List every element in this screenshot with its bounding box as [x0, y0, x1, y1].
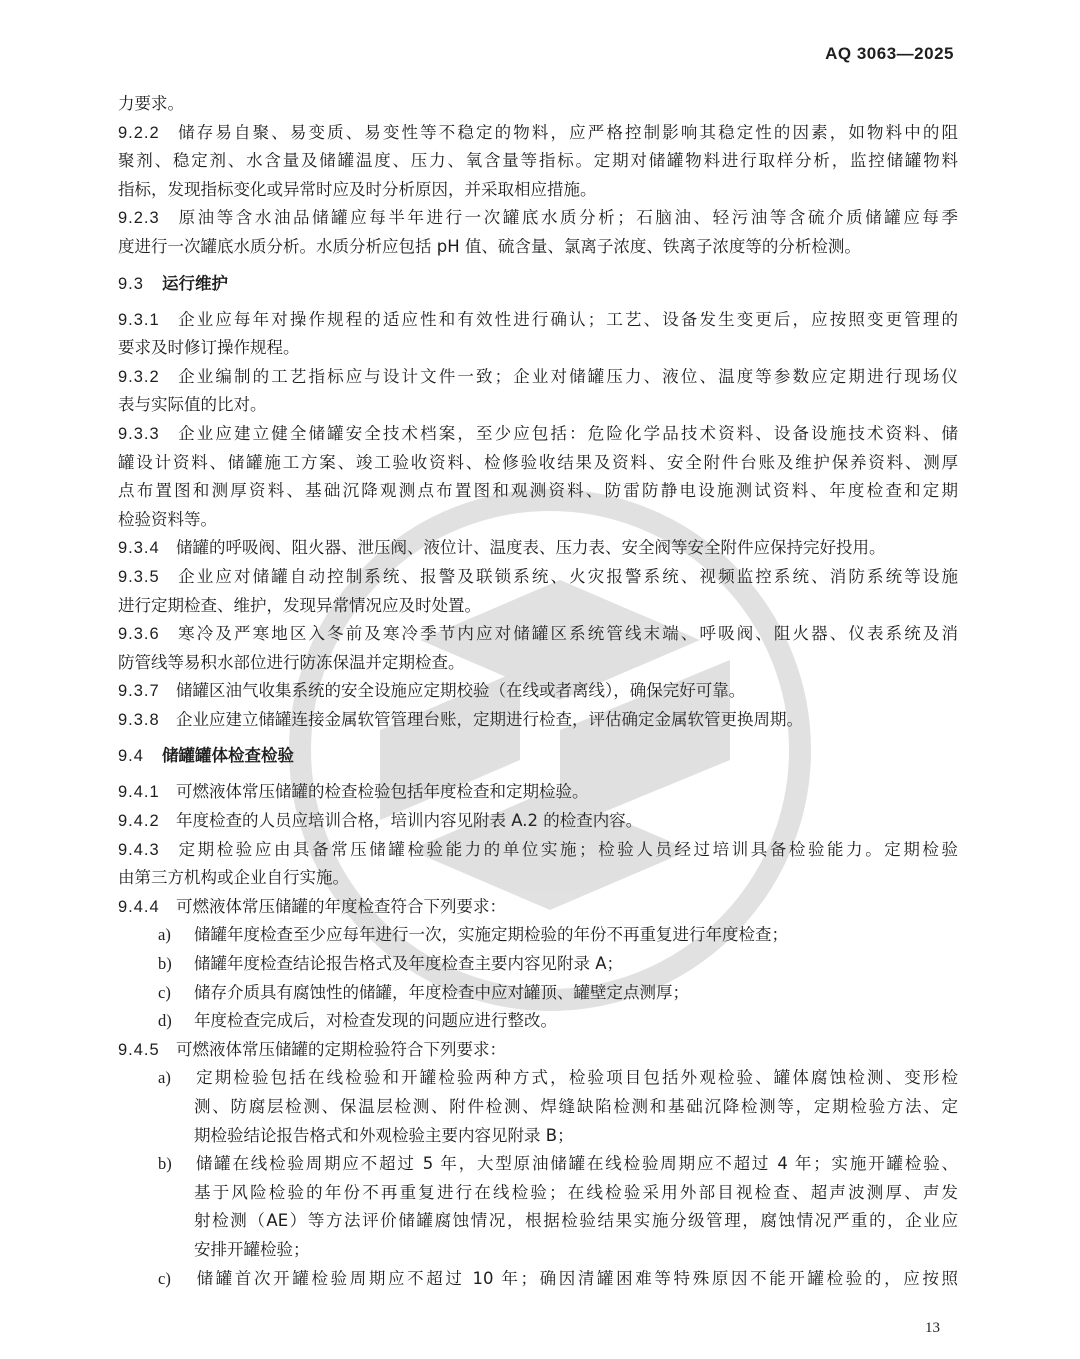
line-text: 可燃液体常压储罐的定期检验符合下列要求： [176, 1039, 506, 1059]
line-text: 定期检验应由具备常压储罐检验能力的单位实施；检验人员经过培训具备检验能力。定期检验 [176, 839, 958, 859]
text-line [118, 620, 958, 649]
line-text: 年度检查完成后，对检查发现的问题应进行整改。 [194, 1011, 557, 1031]
list-item-continuation [118, 1179, 958, 1208]
line-text: 企业应建立健全储罐安全技术档案，至少应包括：危险化学品技术资料、设备设施技术资料、储 [176, 423, 958, 443]
line-text: 原油等含水油品储罐应每半年进行一次罐底水质分析；石脑油、轻污油等含硫介质储罐应每季 [176, 208, 958, 228]
clause-number: 9.3.8 [118, 710, 160, 729]
line-text: 寒冷及严寒地区入冬前及寒冷季节内应对储罐区系统管线末端、呼吸阀、阻火器、仪表系统及消 [176, 624, 958, 644]
line-text: 期检验结论报告格式和外观检验主要内容见附录 B； [194, 1125, 574, 1145]
line-text: 射检测（AE）等方法评价储罐腐蚀情况，根据检验结果实施分级管理，腐蚀情况严重的，企业应 [194, 1211, 958, 1231]
line-text: 储罐的呼吸阀、阻火器、泄压阀、液位计、温度表、压力表、安全阀等安全附件应保持完好投用。 [176, 538, 886, 558]
line-text: 测、防腐层检测、保温层检测、附件检测、焊缝缺陷检测和基础沉降检测等，定期检验方法、定 [194, 1097, 958, 1116]
list-item-continuation [118, 1122, 958, 1151]
page-number: 13 [925, 1320, 940, 1336]
clause-number: 9.3.3 [118, 424, 160, 443]
text-line [118, 420, 958, 449]
list-item [118, 1007, 958, 1036]
list-item [118, 1064, 958, 1093]
text-line [118, 176, 958, 205]
text-line [118, 119, 958, 148]
list-item [118, 979, 958, 1008]
text-line [118, 534, 958, 563]
text-line [118, 449, 958, 478]
list-item [118, 1150, 958, 1179]
text-line [118, 147, 958, 176]
text-line [118, 506, 958, 535]
list-marker: a) [158, 925, 171, 945]
line-text: 企业编制的工艺指标应与设计文件一致；企业对储罐压力、液位、温度等参数应定期进行现场仪 [176, 366, 958, 386]
list-item-continuation [118, 1093, 958, 1122]
section-heading [118, 264, 958, 304]
text-line [118, 477, 958, 506]
clause-number: 9.3.1 [118, 310, 160, 329]
list-marker: c) [158, 982, 171, 1002]
line-text: 进行定期检查、维护，发现异常情况应及时处置。 [118, 595, 481, 615]
clause-number: 9.2.3 [118, 209, 160, 228]
section-number: 9.4 [118, 747, 144, 766]
line-text: 储存易自聚、易变质、易变性等不稳定的物料，应严格控制影响其稳定性的因素，如物料中的阻 [176, 122, 958, 142]
list-item-continuation [118, 1207, 958, 1236]
list-item [118, 950, 958, 979]
line-text: 度进行一次罐底水质分析。水质分析应包括 pH 值、硫含量、氯离子浓度、铁离子浓度等的分析检测。 [118, 236, 861, 256]
list-item [118, 921, 958, 950]
list-marker: b) [158, 1154, 172, 1174]
line-text: 可燃液体常压储罐的检查检验包括年度检查和定期检验。 [176, 782, 589, 802]
line-text: 储罐区油气收集系统的安全设施应定期校验（在线或者离线），确保完好可靠。 [176, 681, 746, 701]
clause-number: 9.3.4 [118, 539, 160, 558]
text-line [118, 563, 958, 592]
line-text: 定期检验包括在线检验和开罐检验两种方式，检验项目包括外观检验、罐体腐蚀检测、变形检 [194, 1068, 958, 1088]
line-text: 储罐年度检查至少应每年进行一次，实施定期检验的年份不再重复进行年度检查； [194, 925, 788, 945]
text-line [118, 778, 958, 807]
text-line [118, 836, 958, 865]
line-text: 力要求。 [118, 94, 184, 113]
clause-number: 9.4.1 [118, 783, 160, 802]
clause-number: 9.3.5 [118, 567, 160, 586]
line-text: 防管线等易积水部位进行防冻保温并定期检查。 [118, 652, 465, 672]
clause-number: 9.3.6 [118, 625, 160, 644]
line-text: 检验资料等。 [118, 509, 217, 529]
standard-code: AQ 3063—2025 [825, 44, 954, 63]
line-text: 企业应对储罐自动控制系统、报警及联锁系统、火灾报警系统、视频监控系统、消防系统等设施 [176, 566, 958, 586]
clause-number: 9.3.2 [118, 367, 160, 386]
text-line [118, 233, 958, 262]
line-text: 储罐年度检查结论报告格式及年度检查主要内容见附录 A； [194, 954, 624, 974]
text-line [118, 706, 958, 735]
list-item-continuation [118, 1236, 958, 1265]
clause-number: 9.4.4 [118, 897, 160, 916]
line-text: 由第三方机构或企业自行实施。 [118, 868, 349, 888]
line-text: 指标，发现指标变化或异常时应及时分析原因，并采取相应措施。 [118, 179, 597, 199]
line-text: 企业应每年对操作规程的适应性和有效性进行确认；工艺、设备发生变更后，应按照变更管理的 [176, 309, 958, 329]
text-line [118, 1036, 958, 1065]
document-body [118, 90, 958, 1293]
text-line [118, 363, 958, 392]
line-text: 表与实际值的比对。 [118, 395, 267, 415]
text-line [118, 677, 958, 706]
text-line [118, 391, 958, 420]
text-line [118, 893, 958, 922]
text-line [118, 204, 958, 233]
line-text: 年度检查的人员应培训合格，培训内容见附表 A.2 的检查内容。 [176, 811, 643, 831]
line-text: 点布置图和测厚资料、基础沉降观测点布置图和观测资料、防雷防静电设施测试资料、年度检查和定期 [118, 481, 958, 501]
text-line [118, 649, 958, 678]
line-text: 储罐首次开罐检验周期应不超过 10 年；确因清罐困难等特殊原因不能开罐检验的，应按照 [194, 1268, 958, 1288]
line-text: 储罐在线检验周期应不超过 5 年，大型原油储罐在线检验周期应不超过 4 年；实施开罐检验、 [194, 1154, 958, 1174]
line-text: 可燃液体常压储罐的年度检查符合下列要求： [176, 896, 506, 916]
line-text: 安排开罐检验； [194, 1239, 310, 1259]
text-line [118, 306, 958, 335]
clause-number: 9.4.3 [118, 840, 160, 859]
clause-number: 9.4.5 [118, 1040, 160, 1059]
text-line [118, 592, 958, 621]
clause-number: 9.3.7 [118, 682, 160, 701]
text-line [118, 807, 958, 836]
line-text: 要求及时修订操作规程。 [118, 338, 300, 358]
section-number: 9.3 [118, 274, 144, 293]
text-line [118, 864, 958, 893]
list-marker: a) [158, 1068, 171, 1088]
section-title: 储罐罐体检查检验 [162, 746, 294, 766]
list-item [118, 1265, 958, 1294]
text-line [118, 334, 958, 363]
text-line [118, 90, 958, 119]
line-text: 基于风险检验的年份不再重复进行在线检验；在线检验采用外部目视检查、超声波测厚、声发 [194, 1182, 958, 1202]
line-text: 罐设计资料、储罐施工方案、竣工验收资料、检修验收结果及资料、安全附件台账及维护保养资料、测厚 [118, 452, 958, 472]
list-marker: c) [158, 1268, 171, 1288]
clause-number: 9.4.2 [118, 812, 160, 831]
section-title: 运行维护 [162, 273, 228, 293]
clause-number: 9.2.2 [118, 123, 160, 142]
section-heading [118, 736, 958, 776]
line-text: 企业应建立储罐连接金属软管管理台账，定期进行检查，评估确定金属软管更换周期。 [176, 709, 803, 729]
list-marker: b) [158, 954, 172, 974]
line-text: 聚剂、稳定剂、水含量及储罐温度、压力、氧含量等指标。定期对储罐物料进行取样分析，监控储罐物料 [118, 151, 958, 171]
list-marker: d) [158, 1011, 172, 1031]
line-text: 储存介质具有腐蚀性的储罐，年度检查中应对罐顶、罐壁定点测厚； [194, 982, 689, 1002]
